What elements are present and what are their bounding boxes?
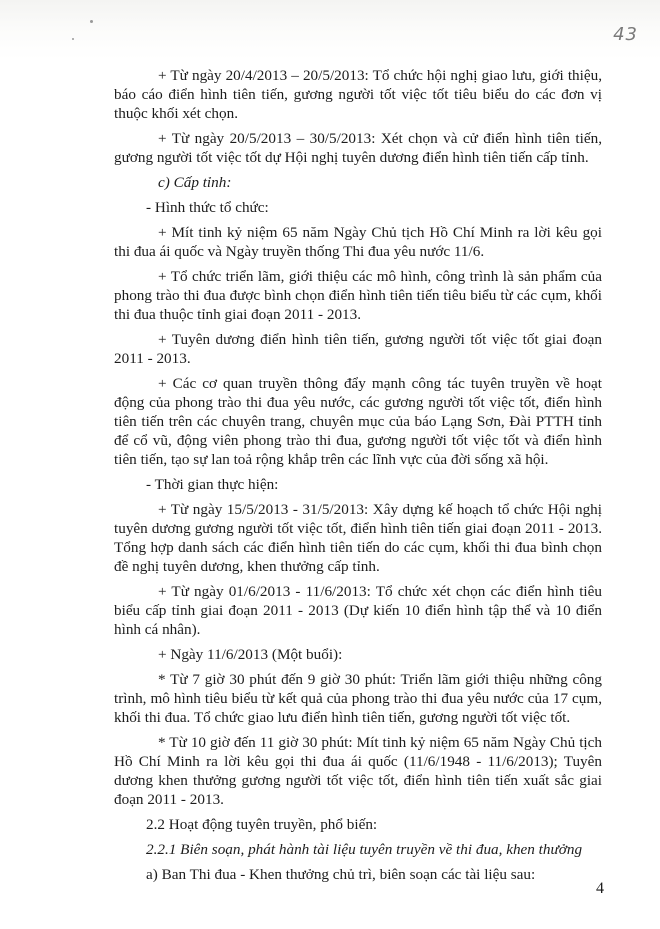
paragraph: * Từ 10 giờ đến 11 giờ 30 phút: Mít tinh kỷ niệm 65 năm Ngày Chủ tịch Hồ Chí Minh ra lời kêu gọi thi đua ái quốc (11/6/1948 - 11/6/2013); Tuyên dương khen thưởng gương người tốt việc tốt, điển hình tiên tiến xuất sắc giai đoạn 2011 - 2013. — [114, 734, 602, 808]
paragraph: + Ngày 11/6/2013 (Một buổi): — [158, 646, 343, 663]
paragraph: + Tuyên dương điển hình tiên tiến, gương người tốt việc tốt giai đoạn 2011 - 2013. — [114, 331, 602, 367]
document-body — [114, 66, 602, 890]
paragraph: * Từ 7 giờ 30 phút đến 9 giờ 30 phút: Triển lãm giới thiệu những công trình, mô hình tiêu biểu từ kết quả của phong trào thi đua yêu nước của 17 cụm, khối thi đua. Tổ chức giao lưu điển hình tiên tiến, gương người tốt việc tốt. — [114, 671, 602, 726]
handwritten-page-mark: 43 — [613, 24, 638, 45]
paragraph: + Mít tinh kỷ niệm 65 năm Ngày Chủ tịch Hồ Chí Minh ra lời kêu gọi thi đua ái quốc và Ngày truyền thống Thi đua yêu nước 11/6. — [114, 224, 602, 260]
scan-speck — [72, 38, 74, 40]
subsection-heading: 2.2.1 Biên soạn, phát hành tài liệu tuyên truyền về thi đua, khen thưởng — [146, 841, 583, 858]
paragraph: + Từ ngày 15/5/2013 - 31/5/2013: Xây dựng kế hoạch tổ chức Hội nghị tuyên dương gương người tốt việc tốt, điển hình tiên tiến giai đoạn 2011 - 2013. Tổng hợp danh sách các điển hình tiên tiến do các cụm, khối thi đua bình chọn đề nghị tuyên dương, khen thưởng cấp tỉnh. — [114, 501, 602, 575]
paragraph: + Các cơ quan truyền thông đẩy mạnh công tác tuyên truyền về hoạt động của phong trào thi đua yêu nước, các gương người tốt việc tốt, điển hình tiên tiến trên các chuyên trang, chuyên mục của báo Lạng Sơn, Đài PTTH tỉnh để cổ vũ, động viên phong trào thi đua, gương người tốt việc tốt và điển hình tiên tiến, tạo sự lan toả rộng khắp trên các lĩnh vực của đời sống xã hội. — [114, 375, 602, 468]
page-number: 4 — [596, 880, 604, 897]
paragraph: a) Ban Thi đua - Khen thưởng chủ trì, biên soạn các tài liệu sau: — [146, 866, 536, 883]
section-heading: 2.2 Hoạt động tuyên truyền, phổ biến: — [146, 816, 378, 833]
scan-speck — [90, 20, 93, 23]
paragraph: + Từ ngày 20/4/2013 – 20/5/2013: Tổ chức hội nghị giao lưu, giới thiệu, báo cáo điển hình tiên tiến, gương người tốt việc tốt tiêu biểu do các đơn vị thuộc khối xét chọn. — [114, 67, 602, 122]
paragraph: - Hình thức tổ chức: — [146, 199, 269, 216]
paragraph: + Tổ chức triển lãm, giới thiệu các mô hình, công trình là sản phẩm của phong trào thi đua được bình chọn điển hình tiên tiến tiêu biểu từ các cụm, khối thi đua thuộc tỉnh giai đoạn 2011 - 2013. — [114, 268, 602, 323]
paragraph: + Từ ngày 01/6/2013 - 11/6/2013: Tổ chức xét chọn các điển hình tiêu biểu cấp tỉnh giai đoạn 2011 - 2013 (Dự kiến 10 điển hình tập thể và 10 điển hình cá nhân). — [114, 583, 602, 638]
section-heading: c) Cấp tỉnh: — [158, 174, 232, 191]
paragraph: - Thời gian thực hiện: — [146, 476, 279, 493]
paragraph: + Từ ngày 20/5/2013 – 30/5/2013: Xét chọn và cử điển hình tiên tiến, gương người tốt việc tốt dự Hội nghị tuyên dương điển hình tiên tiến cấp tỉnh. — [114, 130, 602, 166]
